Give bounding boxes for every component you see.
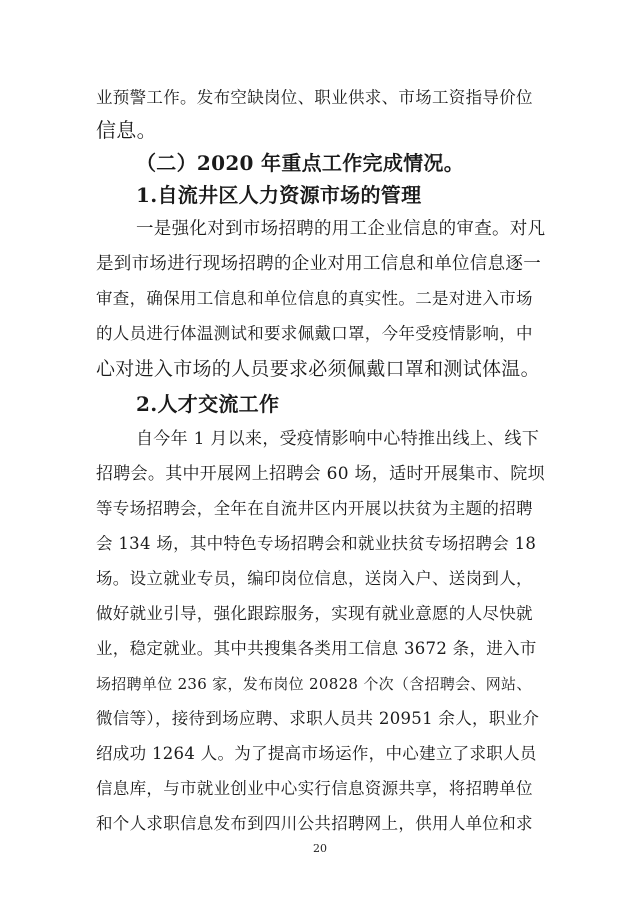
paragraph-2-line-10: 绍成功 1264 人。为了提高市场运作，中心建立了求职人员: [96, 744, 537, 763]
paragraph-2-line-8: 场招聘单位 236 家，发布岗位 20828 个次（含招聘会、网站、: [96, 675, 532, 693]
paragraph-2-line-9: 微信等），接待到场应聘、求职人员共 20951 余人，职业介: [96, 709, 540, 728]
paragraph-2-line-2: 招聘会。其中开展网上招聘会 60 场，适时开展集市、院坝: [96, 464, 545, 484]
paragraph-2-line-5: 场。设立就业专员，编印岗位信息，送岗入户、送岗到人，: [96, 569, 533, 588]
paragraph-1-line-5: 心对进入市场的人员要求必须佩戴口罩和测试体温。: [96, 358, 540, 380]
section-heading: （二）2020 年重点工作完成情况。: [136, 151, 465, 175]
paragraph-1-line-4: 的人员进行体温测试和要求佩戴口罩，今年受疫情影响，中: [96, 324, 533, 343]
paragraph-2-line-1: 自今年 1 月以来，受疫情影响中心特推出线上、线下: [136, 429, 540, 449]
paragraph-2-line-6: 做好就业引导，强化跟踪服务，实现有就业意愿的人尽快就: [96, 604, 533, 623]
paragraph-2-line-11: 信息库，与市就业创业中心实行信息资源共享，将招聘单位: [96, 779, 533, 798]
paragraph-2-line-3: 等专场招聘会，全年在自流井区内开展以扶贫为主题的招聘: [96, 499, 533, 518]
subsection-heading-2: 2.人才交流工作: [136, 392, 280, 416]
page-number: 20: [313, 842, 327, 855]
paragraph-line-continuation-1: 业预警工作。发布空缺岗位、职业供求、市场工资指导价位: [96, 88, 533, 107]
paragraph-1-line-1: 一是强化对到市场招聘的用工企业信息的审查。对凡: [136, 219, 546, 239]
subsection-heading-1: 1.自流井区人力资源市场的管理: [136, 183, 422, 207]
paragraph-1-line-3: 审查，确保用工信息和单位信息的真实性。二是对进入市场: [96, 289, 533, 308]
paragraph-2-line-7: 业，稳定就业。其中共搜集各类用工信息 3672 条，进入市: [96, 639, 537, 658]
paragraph-1-line-2: 是到市场进行现场招聘的企业对用工信息和单位信息逐一: [96, 254, 541, 274]
paragraph-2-line-4: 会 134 场，其中特色专场招聘会和就业扶贫专场招聘会 18: [96, 534, 537, 553]
paragraph-line-continuation-2: 信息。: [96, 118, 157, 142]
paragraph-2-line-12: 和个人求职信息发布到四川公共招聘网上，供用人单位和求: [96, 814, 533, 833]
